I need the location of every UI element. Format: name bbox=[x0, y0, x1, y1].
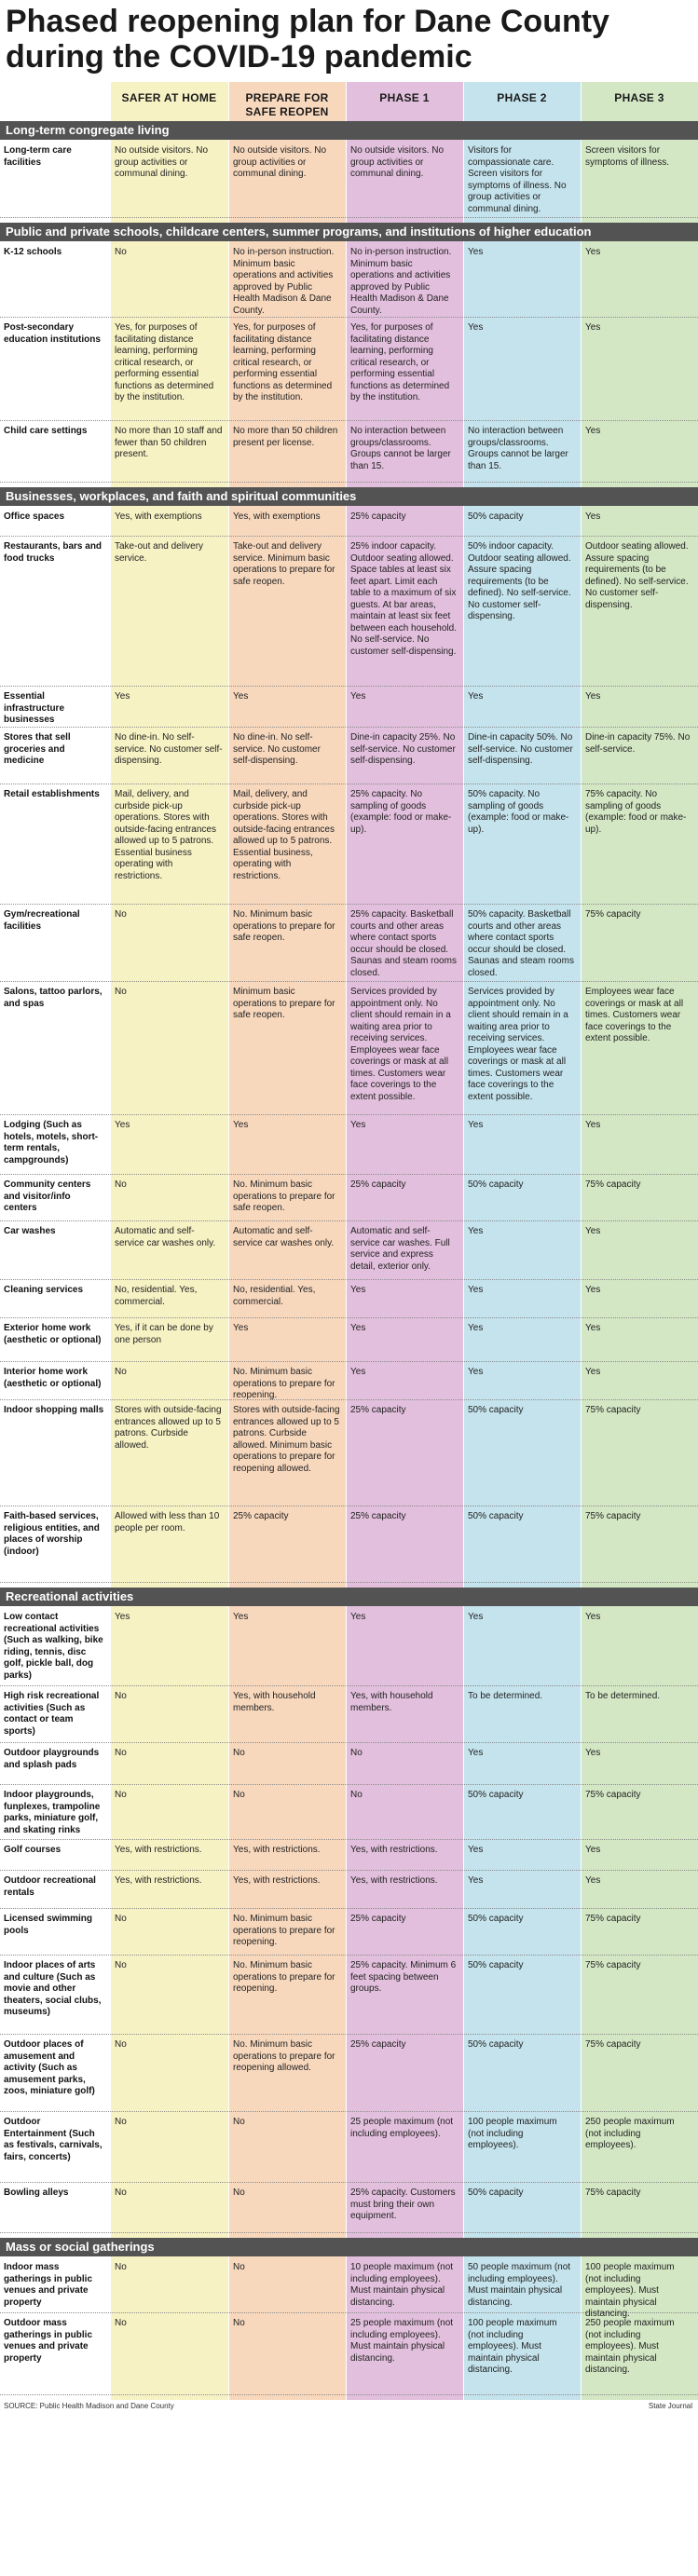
table-cell: 25% capacity. Minimum 6 feet spacing between groups. bbox=[350, 1960, 457, 1994]
row-label: Essential infrastructure businesses bbox=[4, 691, 65, 725]
row-divider bbox=[0, 1114, 698, 1115]
table-cell: 50% capacity bbox=[468, 511, 524, 522]
table-cell: Yes bbox=[468, 1120, 484, 1130]
source-note: SOURCE: Public Health Madison and Dane County bbox=[4, 2402, 174, 2410]
table-cell: Services provided by appointment only. No client should remain in a waiting area prior to receiving services. Employees wear face coverings or mask at all times. Customers wear face coverings to the extent possible. bbox=[468, 987, 568, 1102]
table-cell: No. Minimum basic operations to prepare for safe reopen. bbox=[233, 1179, 335, 1213]
row-label: Child care settings bbox=[4, 426, 88, 436]
table-cell: 50% capacity bbox=[468, 2039, 524, 2050]
table-cell: Yes, with restrictions. bbox=[233, 1875, 321, 1886]
table-cell: 25% capacity bbox=[350, 1405, 406, 1415]
table-cell: Yes bbox=[468, 1226, 484, 1236]
table-cell: Mail, delivery, and curbside pick-up operations. Stores with outside-facing entrances allowed up to 5 patrons. Essential business operating with restrictions. bbox=[115, 789, 216, 881]
section-header: Recreational activities bbox=[0, 1588, 698, 1606]
table-cell: 75% capacity. No sampling of goods (example: food or make-up). bbox=[585, 789, 687, 835]
table-cell: 50% capacity bbox=[468, 1960, 524, 1970]
row-divider bbox=[0, 1839, 698, 1840]
table-cell: No more than 50 children present per license. bbox=[233, 426, 338, 448]
row-label: Stores that sell groceries and medicine bbox=[4, 732, 71, 766]
table-cell: 50% capacity bbox=[468, 1179, 524, 1190]
column-header: PREPARE FOR SAFE REOPEN bbox=[228, 82, 346, 121]
row-label: Bowling alleys bbox=[4, 2188, 69, 2198]
table-cell: Yes bbox=[585, 1226, 601, 1236]
table-cell: Outdoor seating allowed. Assure spacing requirements (to be defined). No self-service. No customer self-dispensing. bbox=[585, 541, 689, 610]
table-cell: No bbox=[115, 2262, 127, 2272]
table-cell: 25% capacity bbox=[350, 1179, 406, 1190]
table-cell: Yes, with restrictions. bbox=[115, 1875, 202, 1886]
table-cell: Yes bbox=[468, 1612, 484, 1622]
row-divider bbox=[0, 1685, 698, 1686]
row-label: Post-secondary education institutions bbox=[4, 322, 101, 345]
table-cell: Yes bbox=[585, 1323, 601, 1333]
table-cell: 75% capacity bbox=[585, 1790, 641, 1800]
table-cell: No in-person instruction. Minimum basic operations and activities approved by Public Health Madison & Dane County. bbox=[233, 247, 335, 316]
table-cell: 25% capacity. Customers must bring their own equipment. bbox=[350, 2188, 456, 2221]
table-cell: No. Minimum basic operations to prepare for reopening. bbox=[233, 1367, 335, 1400]
row-label: Golf courses bbox=[4, 1845, 62, 1855]
row-label: Retail establishments bbox=[4, 789, 100, 799]
row-label: Low contact recreational activities (Such as walking, bike riding, tennis, disc golf, pickle ball, dog parks) bbox=[4, 1612, 103, 1681]
table-cell: Yes, with restrictions. bbox=[115, 1845, 202, 1855]
table-cell: No. Minimum basic operations to prepare for reopening. bbox=[233, 1960, 335, 1994]
row-label: Outdoor playgrounds and splash pads bbox=[4, 1748, 100, 1770]
table-cell: No bbox=[233, 1748, 245, 1758]
table-cell: Yes bbox=[585, 247, 601, 257]
row-divider bbox=[0, 1174, 698, 1175]
row-label: Car washes bbox=[4, 1226, 56, 1236]
table-cell: 100 people maximum (not including employees). Must maintain physical distancing. bbox=[585, 2262, 675, 2319]
row-divider bbox=[0, 2232, 698, 2233]
table-cell: To be determined. bbox=[468, 1691, 543, 1701]
table-cell: 50% capacity bbox=[468, 1790, 524, 1800]
table-cell: No more than 10 staff and fewer than 50 children present. bbox=[115, 426, 223, 459]
table-cell: Yes, for purposes of facilitating distance learning, performing critical research, or performing essential functions as determined by the institution. bbox=[115, 322, 214, 402]
table-cell: Yes bbox=[468, 1285, 484, 1295]
column-header: SAFER AT HOME bbox=[110, 82, 228, 121]
table-cell: Yes bbox=[468, 322, 484, 333]
row-label: Gym/recreational facilities bbox=[4, 909, 80, 932]
table-cell: Automatic and self-service car washes only. bbox=[115, 1226, 216, 1248]
table-cell: Yes, with exemptions bbox=[115, 511, 202, 522]
table-cell: No bbox=[350, 1748, 363, 1758]
section-header: Mass or social gatherings bbox=[0, 2238, 698, 2256]
table-cell: 250 people maximum (not including employees). Must maintain physical distancing. bbox=[585, 2318, 675, 2375]
table-cell: 50 people maximum (not including employees). Must maintain physical distancing. bbox=[468, 2262, 571, 2308]
table-cell: No outside visitors. No group activities or communal dining. bbox=[350, 145, 445, 179]
table-cell: Yes bbox=[233, 1120, 249, 1130]
table-cell: Yes bbox=[468, 1748, 484, 1758]
table-cell: No bbox=[115, 1691, 127, 1701]
table-cell: No bbox=[115, 909, 127, 920]
table-cell: Yes bbox=[585, 1285, 601, 1295]
table-cell: Yes bbox=[350, 1367, 366, 1377]
table-cell: 25% capacity. No sampling of goods (example: food or make-up). bbox=[350, 789, 452, 835]
table-cell: Yes, if it can be done by one person bbox=[115, 1323, 213, 1345]
table-cell: No outside visitors. No group activities or communal dining. bbox=[115, 145, 209, 179]
table-cell: Take-out and delivery service. Minimum basic operations to prepare for safe reopen. bbox=[233, 541, 335, 587]
row-divider bbox=[0, 1955, 698, 1956]
table-cell: No. Minimum basic operations to prepare for reopening allowed. bbox=[233, 2039, 335, 2073]
section-header: Long-term congregate living bbox=[0, 121, 698, 140]
table-cell: 50% capacity. Basketball courts and other areas where contact sports occur should be closed. Saunas and steam rooms closed. bbox=[468, 909, 574, 978]
row-divider bbox=[0, 1279, 698, 1280]
table-cell: Employees wear face coverings or mask at all times. Customers wear face coverings to the extent possible. bbox=[585, 987, 684, 1043]
row-label: Salons, tattoo parlors, and spas bbox=[4, 987, 103, 1009]
table-cell: 75% capacity bbox=[585, 1960, 641, 1970]
table-cell: Stores with outside-facing entrances allowed up to 5 patrons. Curbside allowed. bbox=[115, 1405, 222, 1451]
table-cell: Yes, for purposes of facilitating distance learning, performing critical research, or performing essential functions as determined by the institution. bbox=[233, 322, 333, 402]
table-cell: No interaction between groups/classrooms. Groups cannot be larger than 15. bbox=[350, 426, 451, 471]
table-cell: No bbox=[233, 1790, 245, 1800]
table-cell: Yes bbox=[350, 1285, 366, 1295]
table-cell: No bbox=[233, 2117, 245, 2127]
row-divider bbox=[0, 1361, 698, 1362]
table-cell: 25% indoor capacity. Outdoor seating allowed. Space tables at least six feet apart. Limit each table to a maximum of six guests. At bar areas, maintain at least six feet between each household. No self-service. No customer self-dispensing. bbox=[350, 541, 457, 657]
row-divider bbox=[0, 1742, 698, 1743]
table-cell: No bbox=[233, 2262, 245, 2272]
row-label: Indoor mass gatherings in public venues and private property bbox=[4, 2262, 93, 2308]
table-cell: Yes bbox=[350, 691, 366, 702]
row-divider bbox=[0, 1317, 698, 1318]
row-divider bbox=[0, 981, 698, 982]
table-cell: Yes bbox=[115, 691, 130, 702]
row-label: Indoor shopping malls bbox=[4, 1405, 104, 1415]
table-cell: Yes bbox=[350, 1120, 366, 1130]
table-cell: Yes bbox=[468, 1845, 484, 1855]
table-cell: No bbox=[115, 1367, 127, 1377]
table-cell: 75% capacity bbox=[585, 1179, 641, 1190]
table-cell: Yes bbox=[233, 1612, 249, 1622]
table-cell: 75% capacity bbox=[585, 1405, 641, 1415]
table-cell: Visitors for compassionate care. Screen visitors for symptoms of illness. No group activities or communal dining. bbox=[468, 145, 567, 214]
column-header: PHASE 1 bbox=[346, 82, 463, 121]
table-cell: 50% capacity bbox=[468, 1511, 524, 1521]
table-cell: Yes bbox=[585, 691, 601, 702]
row-label: Long-term care facilities bbox=[4, 145, 72, 168]
row-label: Cleaning services bbox=[4, 1285, 84, 1295]
table-cell: 50% capacity. No sampling of goods (example: food or make-up). bbox=[468, 789, 569, 835]
table-cell: To be determined. bbox=[585, 1691, 661, 1701]
table-cell: No interaction between groups/classrooms. Groups cannot be larger than 15. bbox=[468, 426, 568, 471]
table-cell: Yes bbox=[233, 1323, 249, 1333]
table-cell: Yes bbox=[233, 691, 249, 702]
page-title: Phased reopening plan for Dane County during the COVID-19 pandemic bbox=[6, 4, 609, 75]
table-cell: Yes, with household members. bbox=[350, 1691, 433, 1713]
table-cell: 75% capacity bbox=[585, 2188, 641, 2198]
table-cell: 100 people maximum (not including employees). bbox=[468, 2117, 557, 2150]
table-cell: 25% capacity bbox=[350, 511, 406, 522]
row-label: High risk recreational activities (Such as contact or team sports) bbox=[4, 1691, 100, 1737]
table-cell: Yes bbox=[115, 1612, 130, 1622]
row-divider bbox=[0, 536, 698, 537]
table-cell: Yes, with restrictions. bbox=[350, 1845, 438, 1855]
table-cell: 250 people maximum (not including employees). bbox=[585, 2117, 675, 2150]
table-cell: Yes bbox=[585, 1845, 601, 1855]
table-cell: 75% capacity bbox=[585, 1914, 641, 1924]
table-cell: Yes bbox=[585, 426, 601, 436]
row-divider bbox=[0, 2034, 698, 2035]
table-cell: Yes bbox=[115, 1120, 130, 1130]
table-cell: Yes, with restrictions. bbox=[350, 1875, 438, 1886]
row-label: Lodging (Such as hotels, motels, short-term rentals, campgrounds) bbox=[4, 1120, 99, 1165]
table-cell: 10 people maximum (not including employees). Must maintain physical distancing. bbox=[350, 2262, 454, 2308]
table-cell: 50% capacity bbox=[468, 1914, 524, 1924]
table-cell: Screen visitors for symptoms of illness. bbox=[585, 145, 670, 168]
section-header: Businesses, workplaces, and faith and spiritual communities bbox=[0, 487, 698, 506]
row-divider bbox=[0, 686, 698, 687]
table-cell: 25 people maximum (not including employees). bbox=[350, 2117, 454, 2139]
row-label: Restaurants, bars and food trucks bbox=[4, 541, 103, 564]
table-cell: Dine-in capacity 75%. No self-service. bbox=[585, 732, 691, 755]
row-label: Office spaces bbox=[4, 511, 65, 522]
table-cell: Yes, with exemptions bbox=[233, 511, 321, 522]
table-cell: No in-person instruction. Minimum basic operations and activities approved by Public Health Madison & Dane County. bbox=[350, 247, 452, 316]
credit-note: State Journal bbox=[648, 2402, 692, 2410]
table-cell: No bbox=[115, 2188, 127, 2198]
table-cell: No dine-in. No self-service. No customer self-dispensing. bbox=[233, 732, 321, 766]
row-divider bbox=[0, 217, 698, 218]
row-label: Outdoor places of amusement and activity (Such as amusement parks, zoos, miniature golf) bbox=[4, 2039, 95, 2096]
table-cell: Dine-in capacity 25%. No self-service. No customer self-dispensing. bbox=[350, 732, 456, 766]
table-cell: Yes bbox=[350, 1612, 366, 1622]
row-divider bbox=[0, 317, 698, 318]
row-label: Outdoor mass gatherings in public venues and private property bbox=[4, 2318, 93, 2364]
table-cell: Stores with outside-facing entrances allowed up to 5 patrons. Curbside allowed. Minimum basic operations to prepare for reopening allowed. bbox=[233, 1405, 340, 1474]
table-cell: Yes bbox=[350, 1323, 366, 1333]
table-cell: Yes bbox=[468, 1367, 484, 1377]
column-header: PHASE 2 bbox=[463, 82, 581, 121]
table-cell: Yes bbox=[585, 1120, 601, 1130]
row-divider bbox=[0, 2111, 698, 2112]
table-cell: No bbox=[233, 2318, 245, 2328]
table-cell: 100 people maximum (not including employees). Must maintain physical distancing. bbox=[468, 2318, 557, 2375]
row-label: Community centers and visitor/info centers bbox=[4, 1179, 91, 1213]
table-cell: No outside visitors. No group activities or communal dining. bbox=[233, 145, 327, 179]
row-label: Outdoor recreational rentals bbox=[4, 1875, 96, 1898]
row-divider bbox=[0, 2394, 698, 2395]
section-header: Public and private schools, childcare centers, summer programs, and institutions of higher education bbox=[0, 223, 698, 241]
row-label: Indoor playgrounds, funplexes, trampoline parks, miniature golf, and skating rinks bbox=[4, 1790, 101, 1835]
table-cell: Yes bbox=[585, 1875, 601, 1886]
table-cell: Yes bbox=[468, 1323, 484, 1333]
row-divider bbox=[0, 420, 698, 421]
table-cell: No dine-in. No self-service. No customer self-dispensing. bbox=[115, 732, 223, 766]
row-divider bbox=[0, 1870, 698, 1871]
table-cell: Yes bbox=[585, 1367, 601, 1377]
table-cell: Yes bbox=[468, 1875, 484, 1886]
table-cell: No bbox=[233, 2188, 245, 2198]
table-cell: Take-out and delivery service. bbox=[115, 541, 204, 564]
table-cell: Services provided by appointment only. No client should remain in a waiting area prior to receiving services. Employees wear face coverings or mask at all times. Customers wear face coverings to the extent possible. bbox=[350, 987, 451, 1102]
column-header: PHASE 3 bbox=[581, 82, 698, 121]
table-cell: Yes bbox=[585, 322, 601, 333]
table-cell: No bbox=[115, 1960, 127, 1970]
table-cell: 75% capacity bbox=[585, 2039, 641, 2050]
row-divider bbox=[0, 1908, 698, 1909]
table-cell: No bbox=[115, 1790, 127, 1800]
table-cell: 25% capacity bbox=[350, 2039, 406, 2050]
table-cell: No bbox=[115, 987, 127, 997]
row-label: Outdoor Entertainment (Such as festivals, carnivals, fairs, concerts) bbox=[4, 2117, 103, 2162]
row-label: Indoor places of arts and culture (Such as movie and other theaters, social clubs, museums) bbox=[4, 1960, 102, 2017]
table-cell: Yes bbox=[468, 691, 484, 702]
table-cell: No. Minimum basic operations to prepare for safe reopen. bbox=[233, 909, 335, 943]
table-cell: 50% capacity bbox=[468, 2188, 524, 2198]
table-cell: 25% capacity bbox=[350, 1511, 406, 1521]
table-cell: 50% capacity bbox=[468, 1405, 524, 1415]
table-cell: Allowed with less than 10 people per room. bbox=[115, 1511, 220, 1533]
row-label: Exterior home work (aesthetic or optional) bbox=[4, 1323, 102, 1345]
table-cell: No bbox=[350, 1790, 363, 1800]
table-cell: No, residential. Yes, commercial. bbox=[233, 1285, 316, 1307]
table-cell: Dine-in capacity 50%. No self-service. No customer self-dispensing. bbox=[468, 732, 573, 766]
table-cell: 25% capacity bbox=[350, 1914, 406, 1924]
table-cell: No bbox=[115, 2117, 127, 2127]
table-cell: No bbox=[115, 2318, 127, 2328]
row-label: Faith-based services, religious entities, and places of worship (indoor) bbox=[4, 1511, 100, 1557]
row-divider bbox=[0, 1582, 698, 1583]
row-divider bbox=[0, 1784, 698, 1785]
table-cell: Yes, with restrictions. bbox=[233, 1845, 321, 1855]
table-cell: Yes bbox=[585, 1612, 601, 1622]
row-label: Licensed swimming pools bbox=[4, 1914, 93, 1936]
table-cell: 25% capacity. Basketball courts and other areas where contact sports occur should be closed. Saunas and steam rooms closed. bbox=[350, 909, 457, 978]
table-cell: Minimum basic operations to prepare for safe reopen. bbox=[233, 987, 335, 1020]
table-cell: No. Minimum basic operations to prepare for reopening. bbox=[233, 1914, 335, 1947]
row-divider bbox=[0, 2182, 698, 2183]
row-divider bbox=[0, 482, 698, 483]
table-cell: Automatic and self-service car washes. Full service and express detail, exterior only. bbox=[350, 1226, 450, 1272]
table-cell: 50% indoor capacity. Outdoor seating allowed. Assure spacing requirements (to be defined). No self-service. No customer self-dispensing. bbox=[468, 541, 571, 621]
row-divider bbox=[0, 1220, 698, 1221]
table-cell: Yes, for purposes of facilitating distance learning, performing critical research, or performing essential functions as determined by the institution. bbox=[350, 322, 450, 402]
table-cell: No bbox=[115, 2039, 127, 2050]
row-divider bbox=[0, 904, 698, 905]
table-cell: Yes bbox=[468, 247, 484, 257]
table-cell: No, residential. Yes, commercial. bbox=[115, 1285, 198, 1307]
table-cell: Mail, delivery, and curbside pick-up operations. Stores with outside-facing entrances allowed up to 5 patrons. Essential business, operating with restrictions. bbox=[233, 789, 335, 881]
table-cell: No bbox=[115, 1179, 127, 1190]
table-cell: No bbox=[115, 1748, 127, 1758]
table-cell: 25 people maximum (not including employees). Must maintain physical distancing. bbox=[350, 2318, 454, 2364]
table-cell: 25% capacity bbox=[233, 1511, 289, 1521]
table-cell: 75% capacity bbox=[585, 1511, 641, 1521]
row-divider bbox=[0, 727, 698, 728]
table-cell: No bbox=[115, 1914, 127, 1924]
row-divider bbox=[0, 1399, 698, 1400]
table-cell: Automatic and self-service car washes only. bbox=[233, 1226, 335, 1248]
row-label: K-12 schools bbox=[4, 247, 62, 257]
table-cell: Yes, with household members. bbox=[233, 1691, 316, 1713]
row-label: Interior home work (aesthetic or optional) bbox=[4, 1367, 102, 1389]
table-cell: No bbox=[115, 247, 127, 257]
table-cell: 75% capacity bbox=[585, 909, 641, 920]
table-cell: Yes bbox=[585, 1748, 601, 1758]
table-cell: Yes bbox=[585, 511, 601, 522]
